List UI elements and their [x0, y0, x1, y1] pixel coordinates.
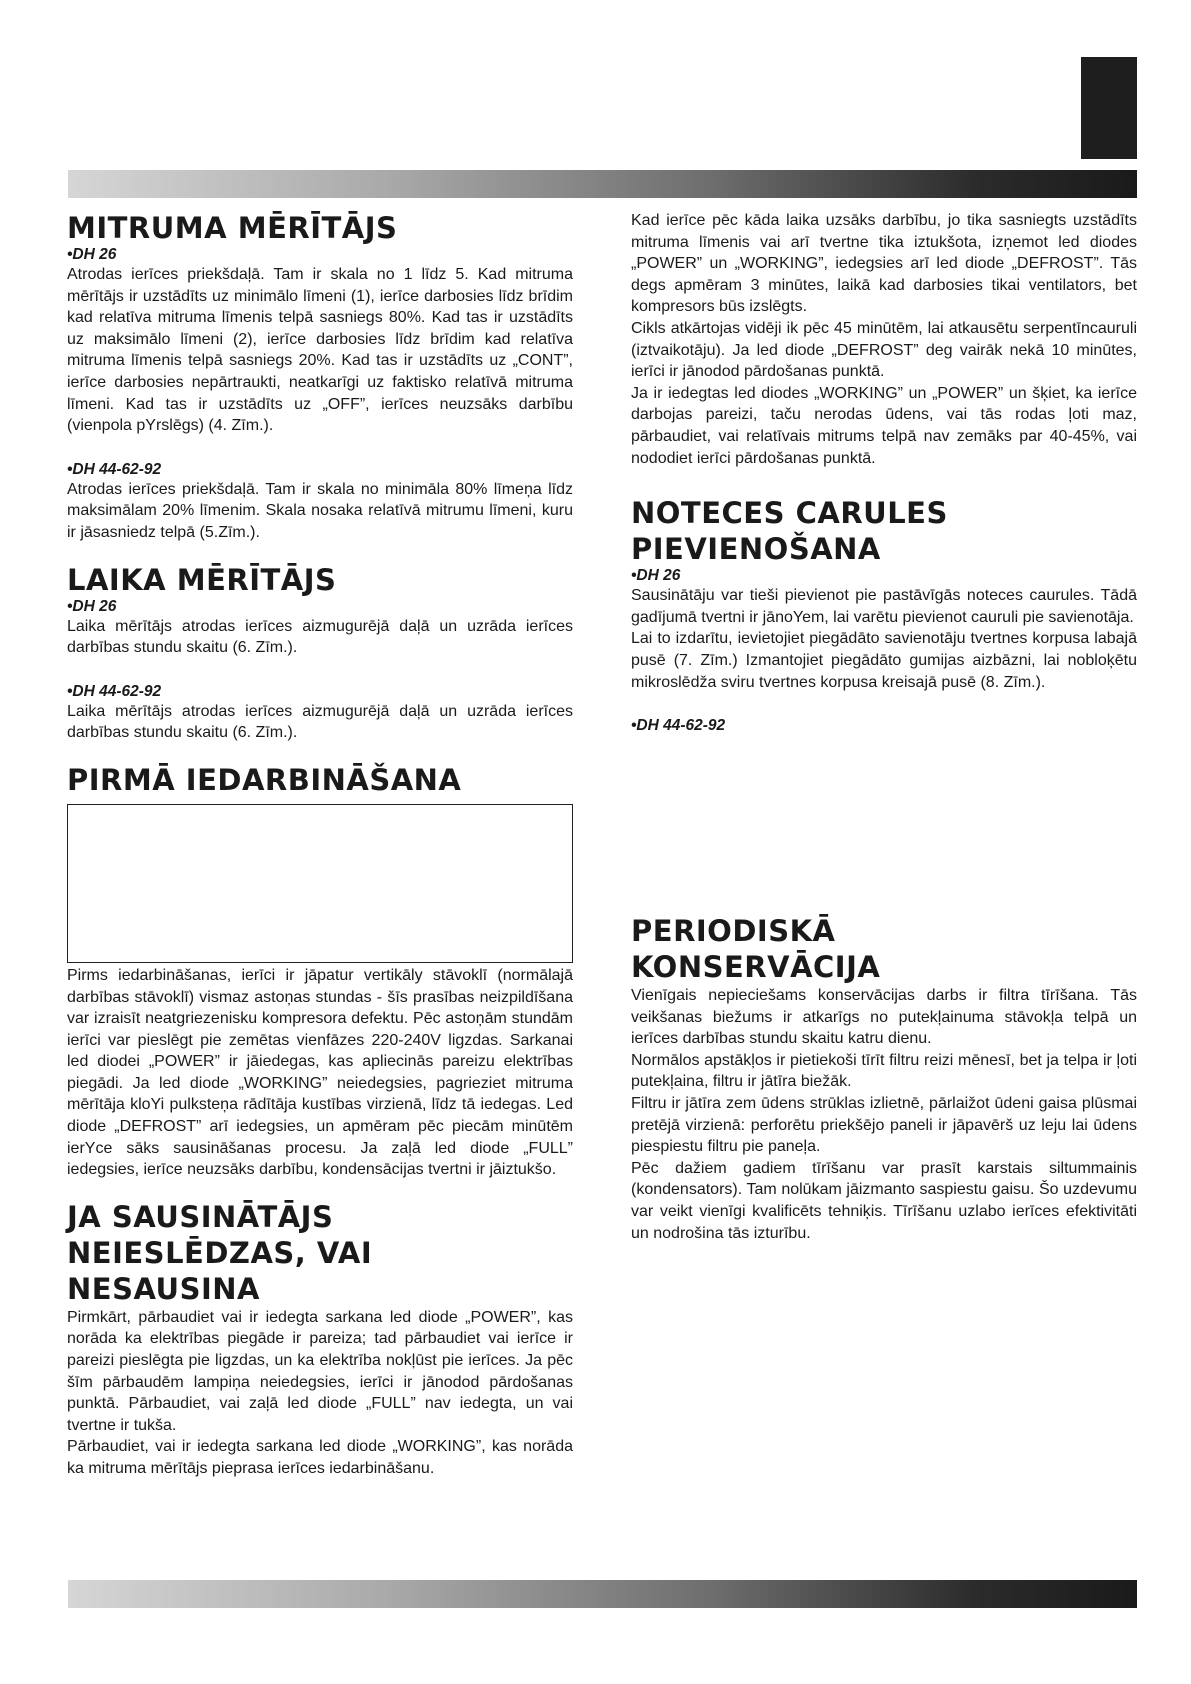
paragraph-ja-2: Pārbaudiet, vai ir iedegta sarkana led diode „WORKING”, kas norāda ka mitruma mērītājs pieprasa ierīces iedarbināšanu. — [67, 1438, 573, 1477]
heading-ja-line3: NESAUSINA — [67, 1271, 260, 1306]
section-mitruma — [67, 210, 573, 544]
right-column — [631, 210, 1137, 1244]
footer-gradient-bar — [68, 1580, 1137, 1608]
paragraph-cont-2: Cikls atkārtojas vidēji ik pēc 45 minūtēm, lai atkausētu serpentīncauruli (iztvaikotāju). Ja led diode „DEFROST” deg vairāk nekā 10 minūtes, ierīci ir jānodod pārdošanas punktā. — [631, 319, 1137, 381]
model-label-dh44: •DH 44-62-92 — [631, 717, 726, 735]
model-label-dh26: •DH 26 — [67, 597, 117, 615]
paragraph-cont-1: Kad ierīce pēc kāda laika uzsāks darbību, jo tika sasniegts uzstādīts mitruma līmenis vai arī tvertne tika iztukšota, izņemot led diodes „POWER” un „WORKING”, iedegsies arī led diode „DEFROST”. Tās degs apmēram 3 minūtes, laikā kad darbosies tikai ventilators, bet kompresors būs izslēgts. — [631, 212, 1137, 316]
section-pirma — [67, 762, 573, 1181]
page-corner-tab — [1081, 57, 1137, 159]
paragraph-periodiska-4: Pēc dažiem gadiem tīrīšanu var prasīt karstais siltummainis (kondensators). Tam nolūkam jāizmanto saspiestu gaisu. Šo uzdevumu var veikt vienīgi kvalificēts tehniķis. Tīrīšanu uzlabo ierīces efektivitāti un nodrošina tās izturību. — [631, 1159, 1137, 1242]
paragraph-periodiska-1: Vienīgais nepieciešams konservācijas darbs ir filtra tīrīšana. Tās veikšanas biežums ir atkarīgs no putekļainuma stāvokļa telpā un ierīces darbības stundu skaitu katru dienu. — [631, 987, 1137, 1048]
heading-ja-line1: JA SAUSINĀTĀJS — [67, 1199, 334, 1234]
model-label-dh44: •DH 44-62-92 — [67, 460, 162, 478]
heading-periodiska-line1: PERIODISKĀ — [631, 914, 836, 949]
paragraph-mitruma-dh26: Atrodas ierīces priekšdaļā. Tam ir skala no 1 līdz 5. Kad mitruma mērītājs ir uzstādīts uz minimālo līmeni (1), ierīce darbosies līdz brīdim kad relatīva mitruma līmenis telpā sasniegs 80%. Kad tas ir uzstādīts uz maksimālo līmeni (2), ierīce darbosies līdz brīdim kad relatīva mitruma līmenis telpā sasniegs 20%. Kad tas ir uzstādīts uz „CONT”, ierīce darbosies nepārtraukti, neatkarīgi uz faktisko relatīvā mitruma līmeni. Kad tas ir uzstādīts uz „OFF”, ierīces neuzsāks darbību (vienpola pYrslēgs) (4. Zīm.). — [67, 266, 573, 435]
section-noteces — [631, 495, 1137, 735]
paragraph-noteces-2: Lai to izdarītu, ievietojiet piegādāto savienotāju tvertnes korpusa labajā pusē (7. Zīm.) Izmantojiet piegādāto gumijas aizbāzni, lai nobloķētu mikroslēdža sviru tvertnes korpusa kreisajā pusē (8. Zīm.). — [631, 630, 1137, 691]
paragraph-laika-dh26: Laika mērītājs atrodas ierīces aizmugurējā daļā un uzrāda ierīces darbības stundu skaitu (6. Zīm.). — [67, 617, 573, 657]
model-label-dh26: •DH 26 — [631, 567, 681, 585]
paragraph-laika-dh44: Laika mērītājs atrodas ierīces aizmugurējā daļā un uzrāda ierīces darbības stundu skaitu (6. Zīm.). — [67, 702, 573, 742]
heading-ja-line2: NEIESLĒDZAS, VAI — [67, 1235, 373, 1270]
section-ja — [67, 1199, 573, 1480]
section-laika — [67, 562, 573, 744]
paragraph-pirma: Pirms iedarbināšanas, ierīci ir jāpatur vertikāly stāvoklī (normālajā darbības stāvoklī) vismaz astoņas stundas - šīs prasības neizpildīšana var izraisīt neatgriezenisku kompresora defektu. Pēc astoņām stundām ierīci var pieslēgt pie zemētas vienfāzes 220-240V ligzdas. Sarkanai led diodei „POWER” ir jāiedegas, kas apliecinās pareizu elektrības piegādi. Ja led diode „WORKING” neiedegsies, pagrieziet mitruma mērītāja kloYi pulksteņa rādītāja kustības virzienā, līdz tā iedegas. Led diode „DEFROST” arī iedegsies, un apmēram pēc piecām minūtēm ierYce sāks sausināšanas procesu. Ja zaļā led diode „FULL” iedegsies, ierīce neuzsāks darbību, kondensācijas tvertni ir jāiztukšo. — [67, 966, 573, 1179]
paragraph-mitruma-dh44: Atrodas ierīces priekšdaļā. Tam ir skala no minimāla 80% līmeņa līdz maksimālam 20% līmenim. Skala nosaka relatīvā mitrumu līmeni, kuru ir jāsasniedz telpā (5.Zīm.). — [67, 480, 573, 541]
paragraph-periodiska-2: Normālos apstākļos ir pietiekoši tīrīt filtru reizi mēnesī, bet ja telpa ir ļoti putekļaina, filtru ir jātīra biežāk. — [631, 1051, 1137, 1091]
paragraph-ja-1: Pirmkārt, pārbaudiet vai ir iedegta sarkana led diode „POWER”, kas norāda ka elektrības piegāde ir pareiza; tad pārbaudiet vai ierīce ir pareizi pieslēgta pie ligzdas, un ka elektrība nokļūst pie ierīces. Ja pēc šīm pārbaudēm lampiņa neiedegsies, ierīci ir jānodod pārdošanas punktā. Pārbaudiet, vai zaļā led diode „FULL” nav iedegta, un vai tvertne ir tukša. — [67, 1308, 573, 1434]
paragraph-cont-3: Ja ir iedegtas led diodes „WORKING” un „POWER” un šķiet, ka ierīce darbojas pareizi, taču nerodas ūdens, vai tās rodas ļoti maz, pārbaudiet, vai relatīvais mitrums telpā nav zemāks par 40-45%, vai nododiet ierīci pārdošanas punktā. — [631, 384, 1137, 467]
paragraph-noteces-1: Sausinātāju var tieši pievienot pie pastāvīgās noteces caurules. Tādā gadījumā tvertni ir jānoYem, lai varētu pievienot cauruli pie savienotāja. — [631, 587, 1137, 626]
heading-laika: LAIKA MĒRĪTĀJS — [67, 562, 337, 597]
heading-mitruma: MITRUMA MĒRĪTĀJS — [67, 211, 398, 245]
heading-noteces-line1: NOTECES CARULES — [631, 496, 948, 531]
heading-pirma: PIRMĀ IEDARBINĀŠANA — [67, 762, 462, 797]
section-periodiska — [631, 913, 1137, 1244]
model-label-dh26: •DH 26 — [67, 246, 117, 263]
section-continued — [631, 210, 1137, 469]
figure-box — [67, 804, 573, 963]
model-label-dh44: •DH 44-62-92 — [67, 682, 162, 700]
header-gradient-bar — [68, 170, 1137, 198]
heading-noteces-line2: PIEVIENOŠANA — [631, 532, 881, 567]
heading-periodiska-line2: KONSERVĀCIJA — [631, 950, 881, 985]
paragraph-periodiska-3: Filtru ir jātīra zem ūdens strūklas izlietnē, pārlaižot ūdeni gaisa plūsmai pretējā virzienā: perforētu priekšējo paneli ir jāpavērš uz leju lai ūdens piespiestu filtru pie paneļa. — [631, 1095, 1137, 1156]
left-column — [67, 210, 573, 1480]
